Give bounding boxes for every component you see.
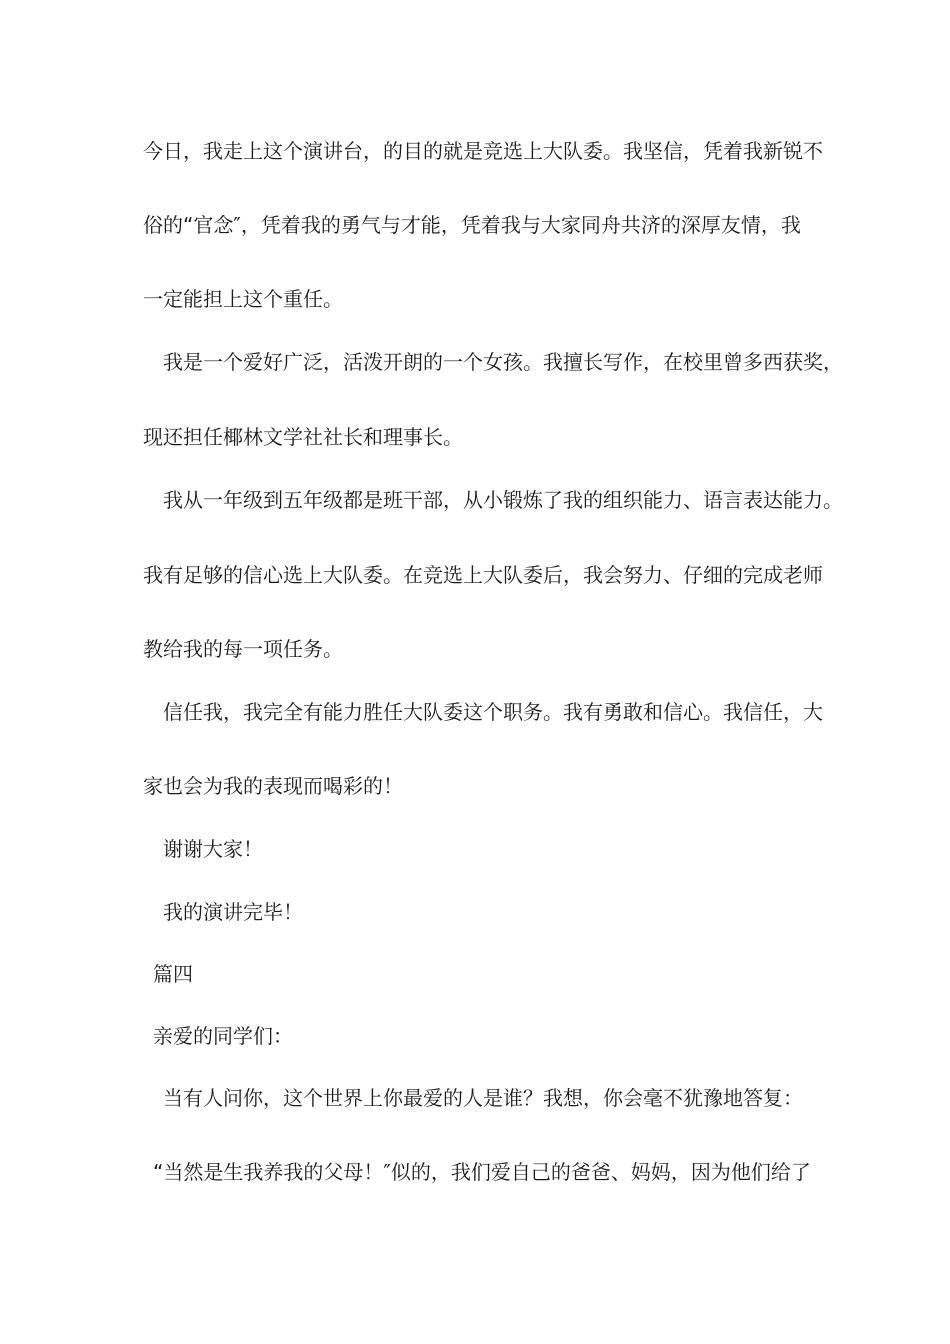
paragraph-line: 现还担任椰林文学社社长和理事长。 [143,425,463,449]
paragraph-line: 我是一个爱好广泛，活泼开朗的一个女孩。我擅长写作，在校里曾多西获奖， [163,350,843,374]
paragraph-line: 今日，我走上这个演讲台，的目的就是竞选上大队委。我坚信，凭着我新锐不 [143,139,823,163]
paragraph-line: 我的演讲完毕！ [163,900,303,924]
salutation: 亲爱的同学们： [153,1024,293,1048]
section-heading: 篇四 [153,962,193,986]
paragraph-line: “当然是生我养我的父母！″似的，我们爱自己的爸爸、妈妈，因为他们给了 [153,1160,811,1184]
paragraph-line: 教给我的每一项任务。 [143,637,343,661]
paragraph-line: 俗的“官念″，凭着我的勇气与才能，凭着我与大家同舟共济的深厚友情，我 [143,213,801,237]
paragraph-line: 家也会为我的表现而喝彩的！ [143,774,403,798]
paragraph-line: 信任我，我完全有能力胜任大队委这个职务。我有勇敢和信心。我信任，大 [163,700,823,724]
paragraph-line: 我从一年级到五年级都是班干部，从小锻炼了我的组织能力、语言表达能力。 [163,488,843,512]
paragraph-line: 当有人问你，这个世界上你最爱的人是谁？我想，你会毫不犹豫地答复： [163,1086,803,1110]
paragraph-line: 一定能担上这个重任。 [143,287,343,311]
paragraph-line: 谢谢大家！ [163,837,263,861]
paragraph-line: 我有足够的信心选上大队委。在竞选上大队委后，我会努力、仔细的完成老师 [143,563,823,587]
